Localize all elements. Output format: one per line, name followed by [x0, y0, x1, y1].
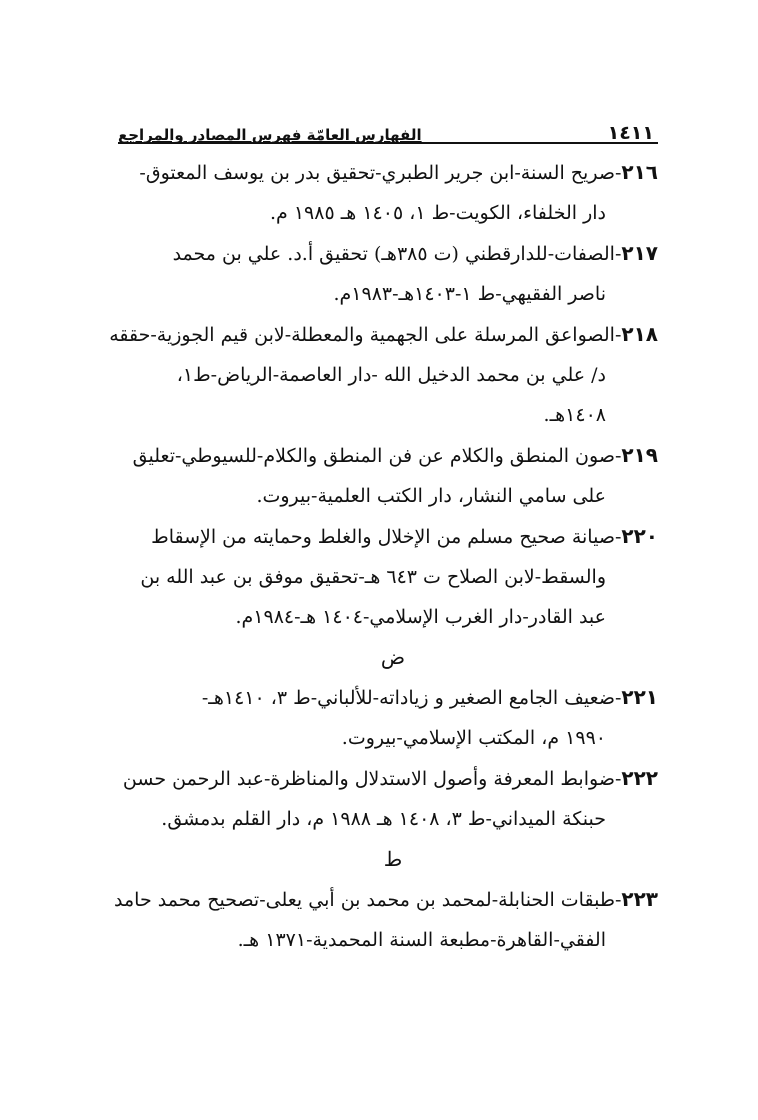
entry-continuation-line: ١٩٩٠ م، المكتب الإسلامي-بيروت. [341, 727, 606, 749]
header-rule [118, 142, 658, 144]
entry-text: -ضوابط المعرفة وأصول الاستدلال والمناظرة-عبد الرحمن حسن [122, 768, 622, 790]
bibliography-entry [108, 516, 658, 637]
entry-text: -ضعيف الجامع الصغير و زياداته-للألباني-ط ٣، ١٤١٠هـ- [201, 687, 622, 709]
entry-continuation-line: الفقي-القاهرة-مطبعة السنة المحمدية-١٣٧١ هـ. [237, 929, 606, 951]
entry-first-line [108, 677, 658, 718]
bibliography-entry [108, 314, 658, 435]
entry-number: ٢١٩ [621, 443, 658, 467]
entry-number: ٢١٨ [621, 322, 658, 346]
bibliography-entry [108, 879, 658, 960]
entry-first-line [108, 314, 658, 355]
entry-text: -صيانة صحيح مسلم من الإخلال والغلط وحمايته من الإسقاط [151, 526, 622, 548]
entry-number: ٢١٦ [621, 160, 658, 184]
entry-first-line [108, 435, 658, 476]
entry-continuation-line: على سامي النشار، دار الكتب العلمية-بيروت. [256, 485, 606, 507]
entry-continuation-line: حبنكة الميداني-ط ٣، ١٤٠٨ هـ ١٩٨٨ م، دار القلم بدمشق. [161, 808, 606, 830]
running-title: الفهارس العامّة فهرس المصادر والمراجع [118, 126, 422, 144]
entry-text: -الصواعق المرسلة على الجهمية والمعطلة-لابن قيم الجوزية-حققه [109, 324, 622, 346]
entry-number: ٢٢٣ [621, 887, 658, 911]
entry-continuation-line: عبد القادر-دار الغرب الإسلامي-١٤٠٤ هـ-١٩٨٤م. [235, 606, 606, 628]
entry-continuation-line: ناصر الفقيهي-ط ١-١٤٠٣هـ-١٩٨٣م. [333, 283, 606, 305]
entry-first-line [108, 516, 658, 557]
entry-number: ٢٢١ [621, 685, 658, 709]
page-number: ١٤١١ [607, 122, 654, 144]
entry-first-line [108, 233, 658, 274]
entry-first-line [108, 758, 658, 799]
entry-text: -طبقات الحنابلة-لمحمد بن محمد بن أبي يعلى-تصحيح محمد حامد [114, 889, 622, 911]
bibliography-entry [108, 152, 658, 233]
entry-continuation-line: د/ علي بن محمد الدخيل الله -دار العاصمة-الرياض-ط١، [176, 364, 606, 386]
entry-first-line [108, 879, 658, 920]
bibliography-entry [108, 677, 658, 758]
page-header [118, 114, 654, 144]
bibliography-entry [108, 233, 658, 314]
entry-text: -صريح السنة-ابن جرير الطبري-تحقيق بدر بن يوسف المعتوق- [139, 162, 622, 184]
entry-continuation-line: والسقط-لابن الصلاح ت ٦٤٣ هـ-تحقيق موفق بن عبد الله بن [140, 566, 606, 588]
bibliography-entry [108, 758, 658, 839]
entry-number: ٢٢٠ [621, 524, 658, 548]
entry-continuation-line: دار الخلفاء، الكويت-ط ١، ١٤٠٥ هـ ١٩٨٥ م. [270, 202, 606, 224]
entry-number: ٢١٧ [621, 241, 658, 265]
bibliography-entry [108, 435, 658, 516]
entry-text: -الصفات-للدارقطني (ت ٣٨٥هـ) تحقيق أ.د. علي بن محمد [172, 243, 622, 265]
entry-first-line [108, 152, 658, 193]
entry-text: -صون المنطق والكلام عن فن المنطق والكلام-للسيوطي-تعليق [132, 445, 622, 467]
section-heading-dad: ض [380, 645, 406, 669]
bibliography-list [108, 152, 658, 960]
entry-continuation-line: ١٤٠٨هـ. [543, 404, 606, 426]
section-heading-ta: ط [383, 847, 403, 871]
entry-number: ٢٢٢ [621, 766, 658, 790]
